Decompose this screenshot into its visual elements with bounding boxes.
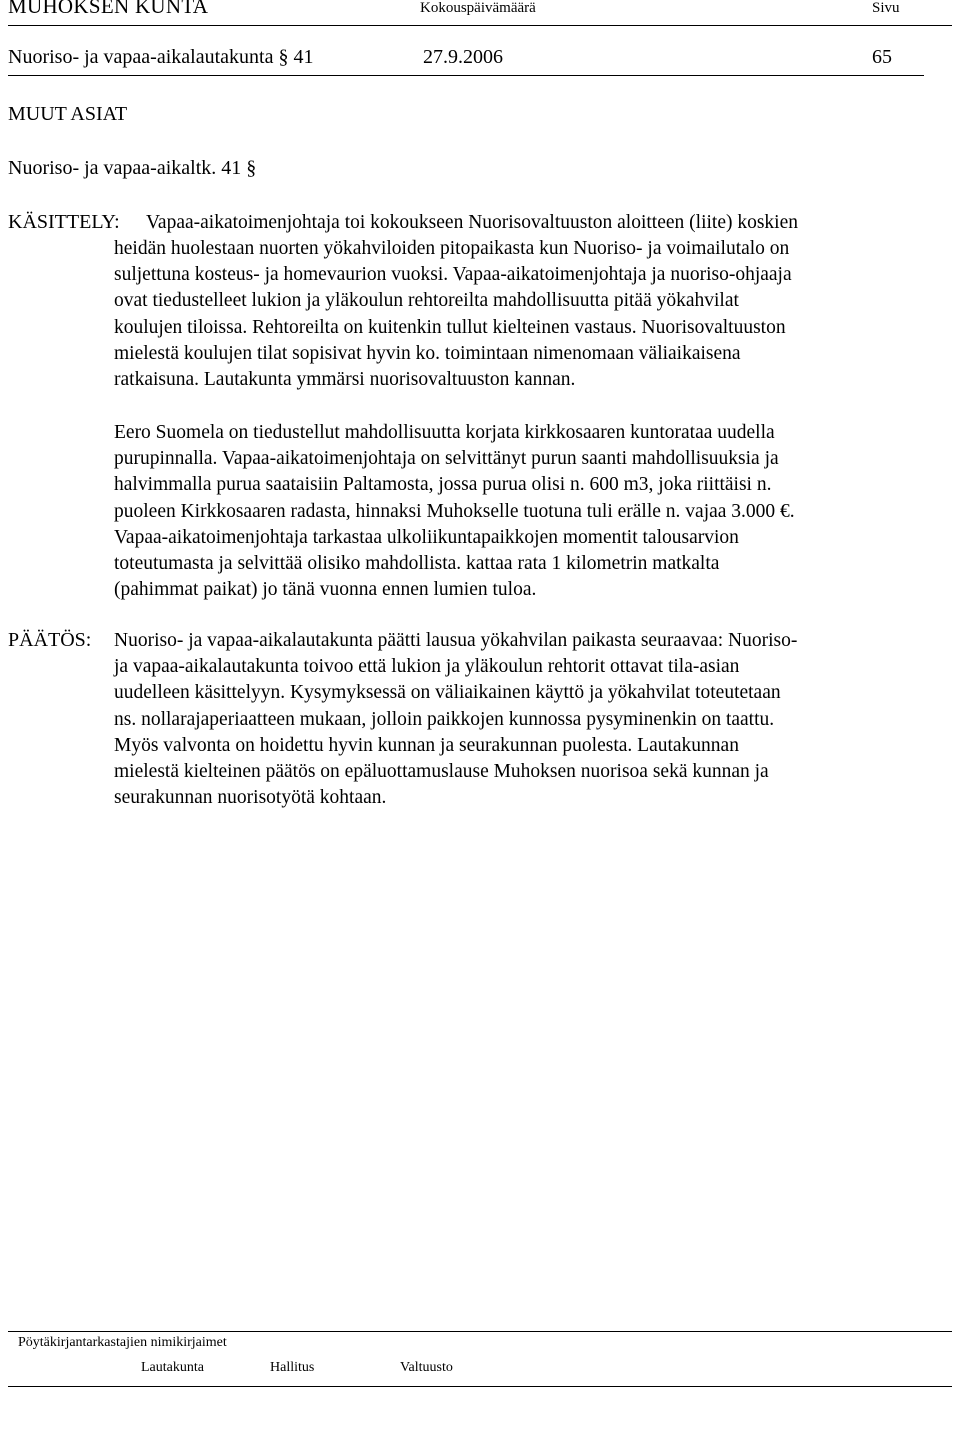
footer-divider-bottom <box>8 1386 952 1387</box>
page-label: Sivu <box>872 0 900 16</box>
page-number: 65 <box>872 46 892 68</box>
board-and-section: Nuoriso- ja vapaa-aikalautakunta § 41 <box>8 46 314 68</box>
header-divider-bottom <box>8 75 924 76</box>
kasittely-paragraph1: heidän huolestaan nuorten yökahviloiden pitopaikasta kun Nuoriso- ja voimailutalo on suljettuna kosteus- ja homevaurion vuoksi. Vapaa-aikatoimenjohtaja ja nuoriso-ohjaaja ovat tiedustelleet lukion ja yläkoulun rehtoreilta mahdollisuutta pitää yökahvilat koulujen tiloissa. Rehtoreilta on kuitenkin tullut kielteinen vastaus. Nuorisovaltuuston mielestä koulujen tilat sopisivat hyvin ko. toimintaan nimenomaan väliaikaisena ratkaisuna. Lautakunta ymmärsi nuorisovaltuuston kannan. <box>114 238 792 391</box>
footer-divider-top <box>8 1331 952 1332</box>
header-divider-top <box>8 25 952 26</box>
section-title: MUUT ASIAT <box>8 103 128 125</box>
footer-title: Pöytäkirjantarkastajien nimikirjaimet <box>18 1335 227 1350</box>
footer-column-hallitus: Hallitus <box>270 1360 315 1375</box>
meeting-date: 27.9.2006 <box>423 46 503 68</box>
meeting-date-label: Kokouspäivämäärä <box>420 0 536 16</box>
kasittely-label: KÄSITTELY: <box>8 211 120 233</box>
reference-line: Nuoriso- ja vapaa-aikaltk. 41 § <box>8 157 257 179</box>
kasittely-paragraph1-first-line: Vapaa-aikatoimenjohtaja toi kokoukseen Nuorisovaltuuston aloitteen (liite) koskien <box>146 212 799 233</box>
footer-column-valtuusto: Valtuusto <box>400 1360 453 1375</box>
kasittely-paragraph2: Eero Suomela on tiedustellut mahdollisuutta korjata kirkkosaaren kuntorataa uudella purupinnalla. Vapaa-aikatoimenjohtaja on selvittänyt purun saanti mahdollisuuksia ja halvimmalla purua saataisiin Paltamosta, jossa purua olisi n. 600 m3, joka riittäisi n. puoleen Kirkkosaaren radasta, hinnaksi Muhokselle tuotuna tuli erälle n. vajaa 3.000 €. Vapaa-aikatoimenjohtaja tarkastaa ulkoliikuntapaikkojen momentit talousarvion toteutumasta ja selvittää olisiko mahdollista. kattaa rata 1 kilometrin matkalta (pahimmat paikat) jo tänä vuonna ennen lumien tuloa. <box>114 422 795 601</box>
paatos-label: PÄÄTÖS: <box>8 629 92 651</box>
paatos-text: Nuoriso- ja vapaa-aikalautakunta päätti lausua yökahvilan paikasta seuraavaa: Nuoriso- ja vapaa-aikalautakunta toivoo että lukion ja yläkoulun rehtorit ottavat tila-asian uudelleen käsittelyyn. Kysymyksessä on väliaikainen käyttö ja yökahvilat toteutetaan ns. nollarajaperiaatteen mukaan, jolloin paikkojen kunnossa pysyminenkin on taattu. Myös valvonta on hoidettu hyvin kunnan ja seurakunnan puolesta. Lautakunnan mielestä kielteinen päätös on epäluottamuslause Muhoksen nuorisoa sekä kunnan ja seurakunnan nuorisotyötä kohtaan. <box>114 630 798 809</box>
organization-name: MUHOKSEN KUNTA <box>8 0 209 18</box>
footer-column-lautakunta: Lautakunta <box>141 1360 204 1375</box>
